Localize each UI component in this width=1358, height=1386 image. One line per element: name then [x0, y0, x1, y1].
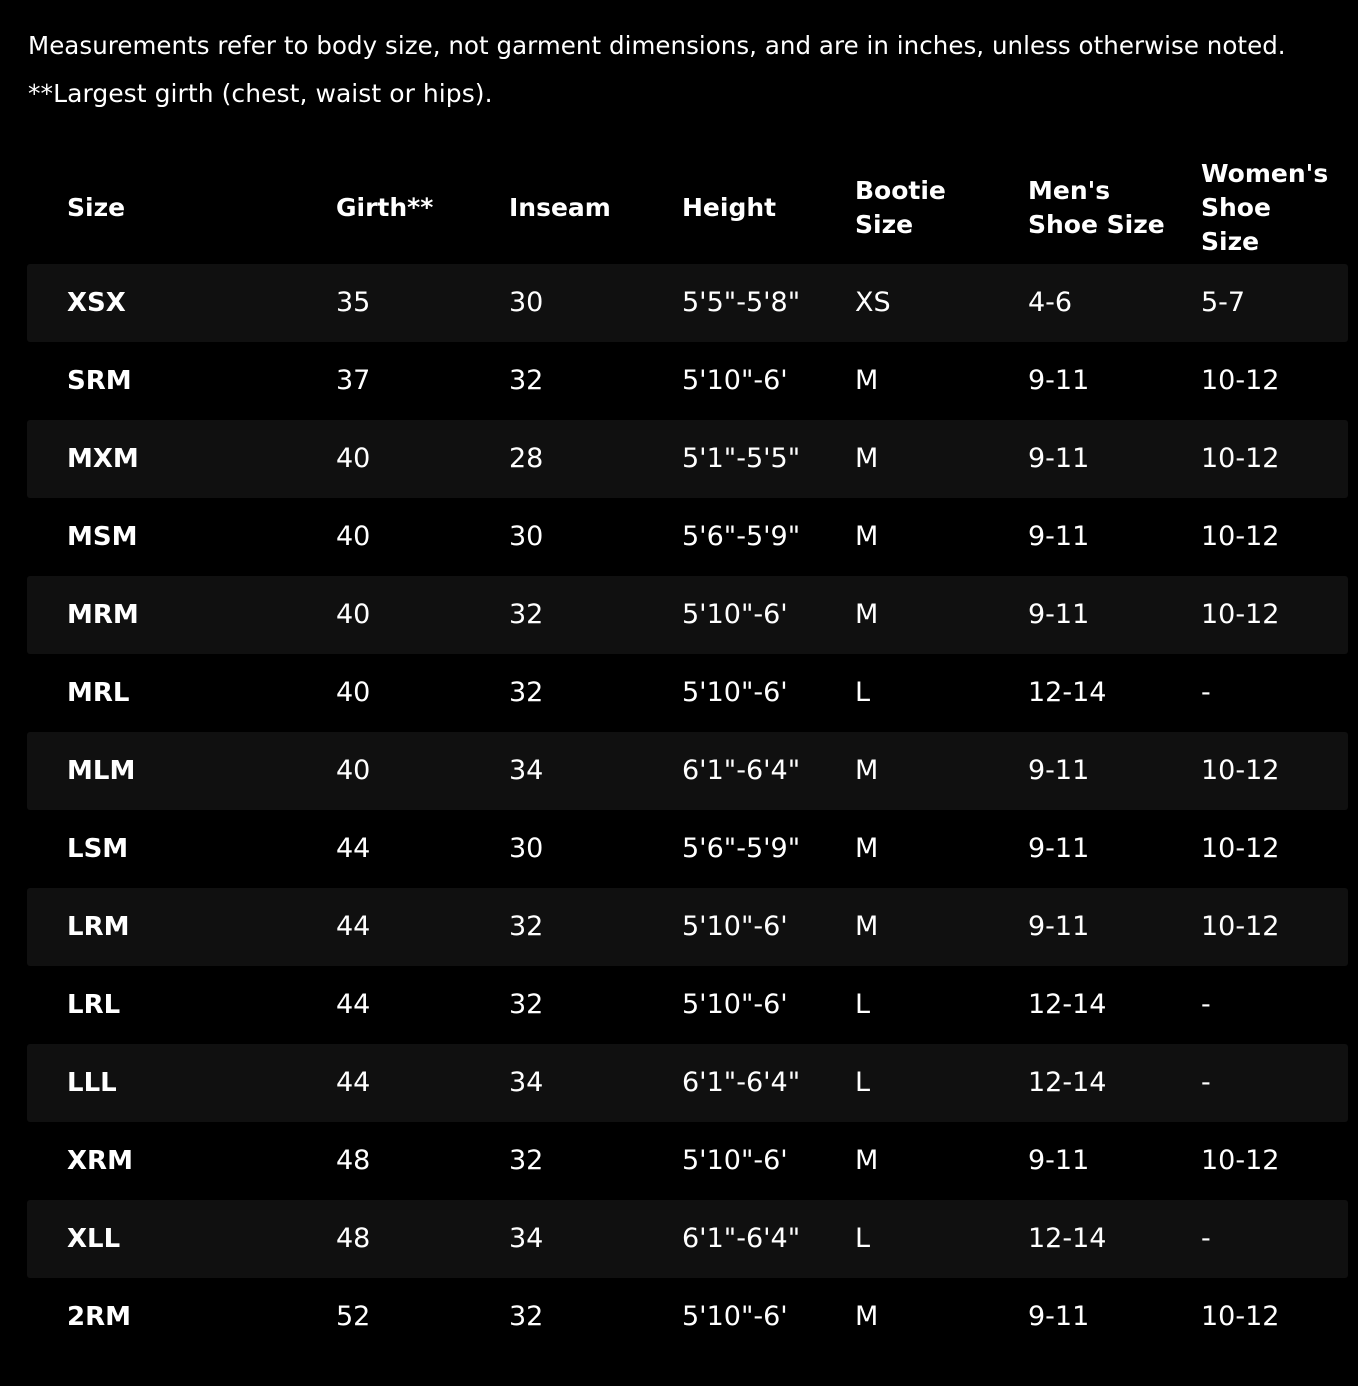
size-cell: 2RM [67, 1302, 131, 1332]
header-womens-shoe-size: Women's Shoe Size [1201, 159, 1329, 256]
mens-shoe-size-cell: 12-14 [1028, 1067, 1107, 1098]
table-row [27, 966, 1348, 1044]
inseam-cell: 34 [509, 755, 544, 786]
inseam-cell: 32 [509, 1301, 544, 1332]
size-cell: LLL [67, 1068, 117, 1098]
header-height: Height [682, 193, 777, 222]
mens-shoe-size-cell: 9-11 [1028, 365, 1090, 396]
mens-shoe-size-cell: 12-14 [1028, 989, 1107, 1020]
table-body [27, 264, 1348, 1356]
height-cell: 5'10"-6' [682, 365, 788, 396]
mens-shoe-size-cell: 9-11 [1028, 1301, 1090, 1332]
bootie-size-cell: M [855, 1301, 879, 1332]
size-cell: MRL [67, 678, 130, 708]
height-cell: 5'10"-6' [682, 989, 788, 1020]
size-cell: LSM [67, 834, 129, 864]
womens-shoe-size-cell: 10-12 [1201, 833, 1280, 864]
mens-shoe-size-cell: 12-14 [1028, 677, 1107, 708]
height-cell: 6'1"-6'4" [682, 1223, 801, 1254]
inseam-cell: 30 [509, 287, 544, 318]
girth-cell: 44 [336, 911, 371, 942]
mens-shoe-size-cell: 9-11 [1028, 833, 1090, 864]
table-row [27, 498, 1348, 576]
bootie-size-cell: M [855, 443, 879, 474]
mens-shoe-size-cell: 12-14 [1028, 1223, 1107, 1254]
bootie-size-cell: L [855, 989, 871, 1020]
height-cell: 5'10"-6' [682, 1301, 788, 1332]
womens-shoe-size-cell: 10-12 [1201, 521, 1280, 552]
table-row [27, 1200, 1348, 1278]
bootie-size-cell: XS [855, 287, 891, 318]
womens-shoe-size-cell: 10-12 [1201, 599, 1280, 630]
mens-shoe-size-cell: 9-11 [1028, 911, 1090, 942]
bootie-size-cell: L [855, 1067, 871, 1098]
womens-shoe-size-cell: 10-12 [1201, 1145, 1280, 1176]
girth-cell: 44 [336, 1067, 371, 1098]
table-row [27, 576, 1348, 654]
inseam-cell: 34 [509, 1067, 544, 1098]
height-cell: 5'5"-5'8" [682, 287, 801, 318]
inseam-cell: 30 [509, 833, 544, 864]
inseam-cell: 32 [509, 911, 544, 942]
height-cell: 6'1"-6'4" [682, 1067, 801, 1098]
girth-cell: 44 [336, 833, 371, 864]
womens-shoe-size-cell: 10-12 [1201, 365, 1280, 396]
womens-shoe-size-cell: 10-12 [1201, 911, 1280, 942]
size-cell: MSM [67, 522, 138, 552]
bootie-size-cell: M [855, 599, 879, 630]
table-row [27, 810, 1348, 888]
height-cell: 5'6"-5'9" [682, 521, 801, 552]
womens-shoe-size-cell: - [1201, 989, 1211, 1020]
girth-cell: 35 [336, 287, 371, 318]
header-inseam: Inseam [509, 193, 611, 222]
bootie-size-cell: L [855, 677, 871, 708]
bootie-size-cell: M [855, 755, 879, 786]
table-row [27, 1122, 1348, 1200]
girth-cell: 48 [336, 1145, 371, 1176]
height-cell: 6'1"-6'4" [682, 755, 801, 786]
size-cell: XRM [67, 1146, 133, 1176]
girth-cell: 40 [336, 443, 371, 474]
bootie-size-cell: M [855, 1145, 879, 1176]
table-header-row [27, 152, 1348, 264]
womens-shoe-size-cell: 5-7 [1201, 287, 1246, 318]
bootie-size-cell: M [855, 365, 879, 396]
mens-shoe-size-cell: 4-6 [1028, 287, 1073, 318]
inseam-cell: 34 [509, 1223, 544, 1254]
inseam-cell: 32 [509, 599, 544, 630]
measurement-note: Measurements refer to body size, not garment dimensions, and are in inches, unless otherwise noted. [28, 31, 1286, 60]
table-row [27, 732, 1348, 810]
bootie-size-cell: M [855, 911, 879, 942]
size-chart-table [27, 152, 1348, 1356]
table-row [27, 420, 1348, 498]
height-cell: 5'6"-5'9" [682, 833, 801, 864]
table-row [27, 1044, 1348, 1122]
girth-footnote: **Largest girth (chest, waist or hips). [28, 79, 493, 108]
womens-shoe-size-cell: 10-12 [1201, 443, 1280, 474]
mens-shoe-size-cell: 9-11 [1028, 521, 1090, 552]
girth-cell: 44 [336, 989, 371, 1020]
table-row [27, 654, 1348, 732]
womens-shoe-size-cell: 10-12 [1201, 1301, 1280, 1332]
mens-shoe-size-cell: 9-11 [1028, 1145, 1090, 1176]
mens-shoe-size-cell: 9-11 [1028, 755, 1090, 786]
womens-shoe-size-cell: - [1201, 677, 1211, 708]
womens-shoe-size-cell: - [1201, 1223, 1211, 1254]
girth-cell: 40 [336, 599, 371, 630]
inseam-cell: 32 [509, 989, 544, 1020]
table-row [27, 342, 1348, 420]
size-cell: MXM [67, 444, 139, 474]
header-girth: Girth** [336, 193, 434, 222]
inseam-cell: 32 [509, 677, 544, 708]
table-row [27, 888, 1348, 966]
size-cell: MLM [67, 756, 136, 786]
bootie-size-cell: M [855, 833, 879, 864]
inseam-cell: 28 [509, 443, 544, 474]
inseam-cell: 32 [509, 1145, 544, 1176]
size-cell: SRM [67, 366, 132, 396]
bootie-size-cell: M [855, 521, 879, 552]
height-cell: 5'1"-5'5" [682, 443, 801, 474]
girth-cell: 52 [336, 1301, 371, 1332]
size-cell: XLL [67, 1224, 121, 1254]
girth-cell: 40 [336, 521, 371, 552]
girth-cell: 40 [336, 755, 371, 786]
womens-shoe-size-cell: 10-12 [1201, 755, 1280, 786]
header-mens-shoe-size: Men's Shoe Size [1028, 176, 1165, 239]
table-row [27, 1278, 1348, 1356]
size-cell: XSX [67, 288, 126, 318]
mens-shoe-size-cell: 9-11 [1028, 599, 1090, 630]
height-cell: 5'10"-6' [682, 1145, 788, 1176]
girth-cell: 40 [336, 677, 371, 708]
inseam-cell: 30 [509, 521, 544, 552]
bootie-size-cell: L [855, 1223, 871, 1254]
height-cell: 5'10"-6' [682, 911, 788, 942]
height-cell: 5'10"-6' [682, 599, 788, 630]
height-cell: 5'10"-6' [682, 677, 788, 708]
header-bootie-size: Bootie Size [855, 176, 946, 239]
inseam-cell: 32 [509, 365, 544, 396]
header-size: Size [67, 193, 126, 222]
table-row [27, 264, 1348, 342]
girth-cell: 37 [336, 365, 371, 396]
size-cell: LRM [67, 912, 130, 942]
size-cell: MRM [67, 600, 139, 630]
size-cell: LRL [67, 990, 121, 1020]
mens-shoe-size-cell: 9-11 [1028, 443, 1090, 474]
girth-cell: 48 [336, 1223, 371, 1254]
womens-shoe-size-cell: - [1201, 1067, 1211, 1098]
